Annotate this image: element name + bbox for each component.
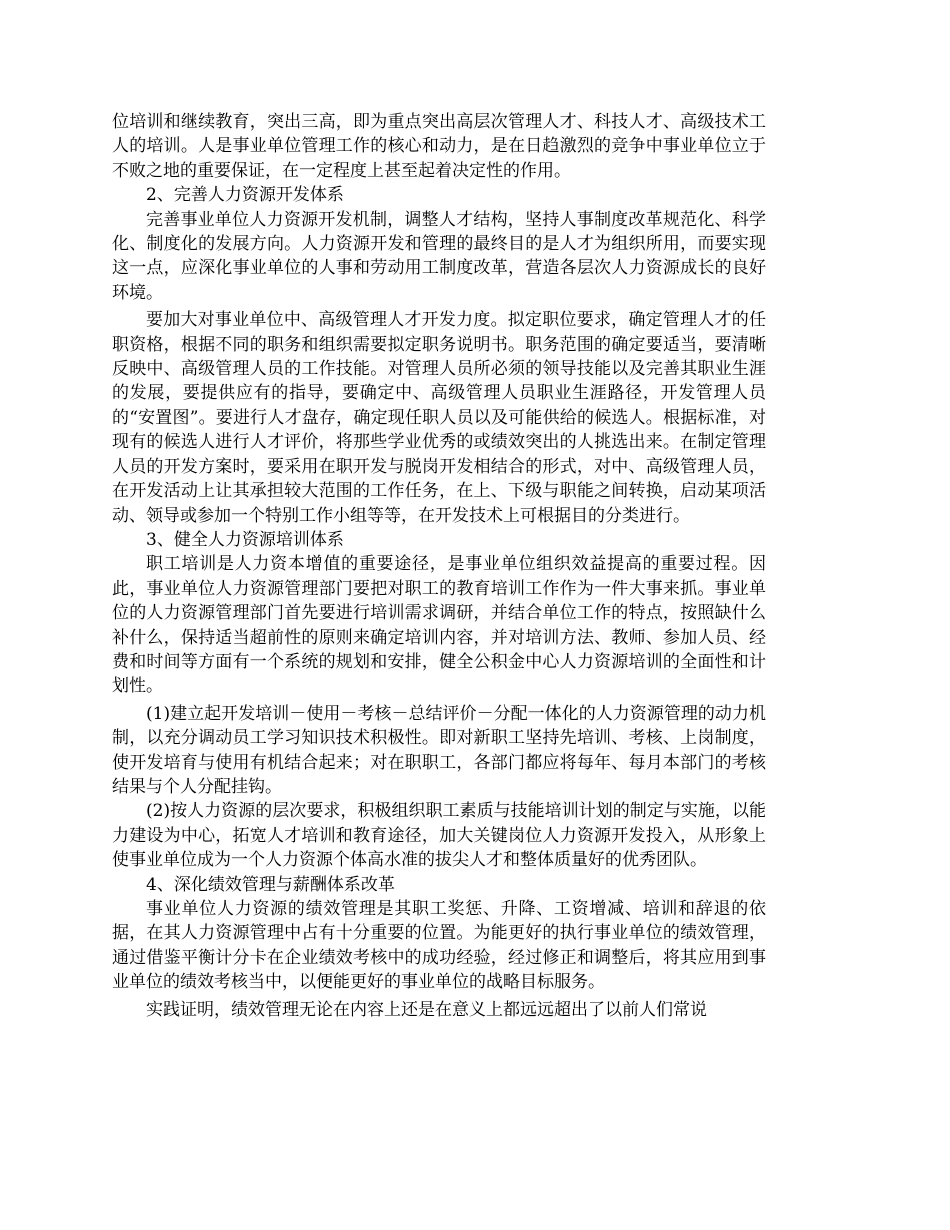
paragraph-4-2: 实践证明，绩效管理无论在内容上还是在意义上都远远超出了以前人们常说 [146,999,707,1020]
paragraph-2-2: 要加大对事业单位中、高级管理人才开发力度。拟定职位要求，确定管理人才的任职资格，根据不同的职务和组织需要拟定职务说明书。职务范围的确定要适当，要清晰反映中、高级管理人员的工作技能。对管理人员所必须的领导技能以及完善其职业生涯的发展，要提供应有的指导，要确定中、高级管理人员职业生涯路径，开发管理人员的“安置图”。要进行人才盘存，确定现任职人员以及可能供给的候选人。根据标准，对现有的候选人进行人才评价，将那些学业优秀的或绩效突出的人挑选出来。在制定管理人员的开发方案时，要采用在职开发与脱岗开发相结合的形式，对中、高级管理人员，在开发活动上让其承担较大范围的工作任务，在上、下级与职能之间转换，启动某项活动、领导或参加一个特别工作小组等等，在开发技术上可根据目的分类进行。 [112,310,766,526]
paragraph-3-2: (1)建立起开发培训－使用－考核－总结评价－分配一体化的人力资源管理的动力机制，以充分调动员工学习知识技术积极性。即对新职工坚持先培训、考核、上岗制度，使开发培育与使用有机结合起来；对在职职工，各部门都应将每年、每月本部门的考核结果与个人分配挂钩。 [112,703,766,797]
document-page [112,110,766,1022]
section-heading-4: 4、深化绩效管理与薪酬体系改革 [146,874,395,895]
paragraph-4-1: 事业单位人力资源的绩效管理是其职工奖惩、升降、工资增减、培训和辞退的依据，在其人力资源管理中占有十分重要的位置。为能更好的执行事业单位的绩效管理，通过借鉴平衡计分卡在企业绩效考核中的成功经验，经过修正和调整后，将其应用到事业单位的绩效考核当中，以便能更好的事业单位的战略目标服务。 [112,899,766,993]
paragraph-lead: 位培训和继续教育，突出三高，即为重点突出高层次管理人才、科技人才、高级技术工人的培训。人是事业单位管理工作的核心和动力，是在日趋激烈的竞争中事业单位立于不败之地的重要保证，在一定程度上甚至起着决定性的作用。 [112,112,766,181]
paragraph-3-3: (2)按人力资源的层次要求，积极组织职工素质与技能培训计划的制定与实施，以能力建设为中心，拓宽人才培训和教育途径，加大关键岗位人力资源开发投入，从形象上使事业单位成为一个人力资源个体高水准的拔尖人才和整体质量好的优秀团队。 [112,801,766,871]
section-heading-3: 3、健全人力资源培训体系 [146,529,344,550]
paragraph-3-1: 职工培训是人力资本增值的重要途径，是事业单位组织效益提高的重要过程。因此，事业单位人力资源管理部门要把对职工的教育培训工作作为一件大事来抓。事业单位的人力资源管理部门首先要进行培训需求调研，并结合单位工作的特点，按照缺什么补什么，保持适当超前性的原则来确定培训内容，并对培训方法、教师、参加人员、经费和时间等方面有一个系统的规划和安排，健全公积金中心人力资源培训的全面性和计划性。 [112,554,766,697]
section-heading-2: 2、完善人力资源开发体系 [146,185,344,206]
paragraph-2-1: 完善事业单位人力资源开发机制，调整人才结构，坚持人事制度改革规范化、科学化、制度化的发展方向。人力资源开发和管理的最终目的是人才为组织所用，而要实现这一点，应深化事业单位的人事和劳动用工制度改革，营造各层次人力资源成长的良好环境。 [112,209,766,303]
